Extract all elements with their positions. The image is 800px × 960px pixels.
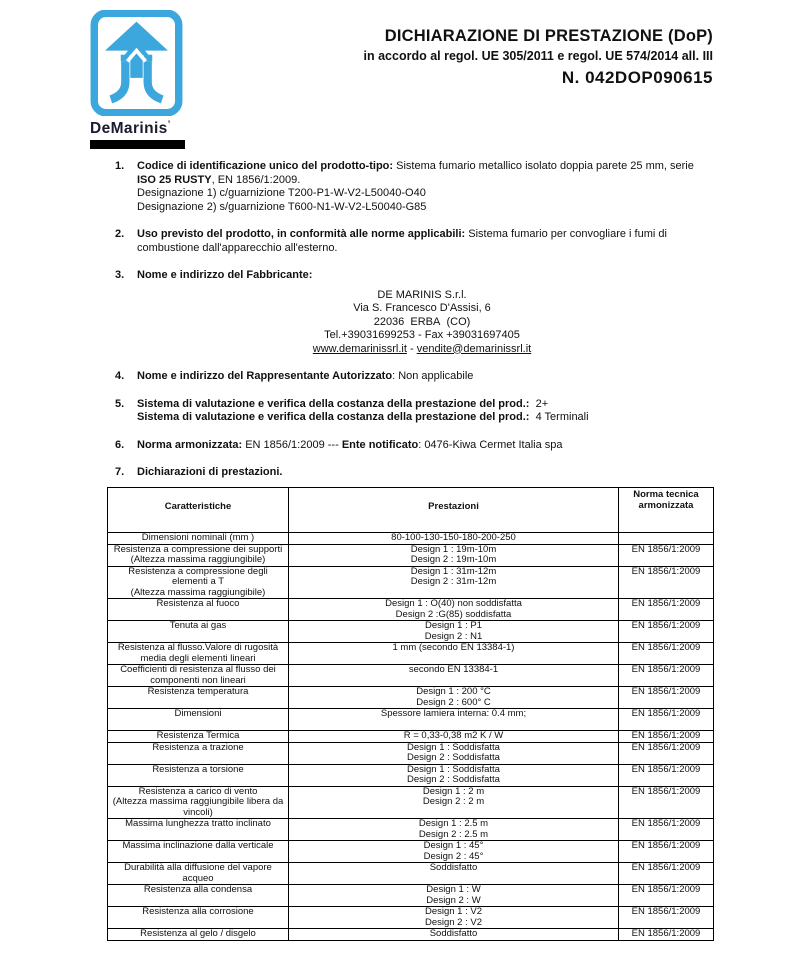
list-item-avcp-system [108, 398, 713, 425]
cell-prestazione: Soddisfatto [289, 929, 619, 941]
table-row [108, 885, 714, 907]
text-segment: Ente notificato [341, 438, 419, 451]
item-text [137, 370, 707, 384]
brand-name: DeMarinis’ [90, 119, 171, 138]
page-title: DICHIARAZIONE DI PRESTAZIONE (DoP) [384, 27, 713, 45]
item-number: 2. [115, 228, 125, 240]
designation-line: Designazione 2) s/guarnizione T600-N1-W-V2-L50040-G85 [137, 200, 427, 213]
cell-caratteristica: Massima lunghezza tratto inclinato [108, 819, 289, 841]
table-row [108, 544, 714, 566]
text-segment: Sistema fumario metallico isolato doppia parete 25 mm, serie [396, 160, 694, 172]
link[interactable]: www.demarinissrl.it [312, 342, 407, 355]
manufacturer-phone: Tel.+39031699253 - Fax +39031697405 [324, 329, 520, 341]
cell-caratteristica: Resistenza Termica [108, 731, 289, 743]
text-segment: Sistema di valutazione e verifica della costanza della prestazione del prod.: [137, 411, 530, 423]
brand-underline-bar [90, 140, 185, 149]
cell-caratteristica: Resistenza alla corrosione [108, 907, 289, 929]
text-segment: Sistema fumario per convogliare i fumi di combustione dall'apparecchio all'esterno. [137, 228, 667, 254]
text-segment: Dichiarazioni di prestazioni. [137, 466, 283, 478]
text-segment: Sistema di valutazione e verifica della costanza della prestazione del prod.: [137, 397, 530, 410]
item-number: 4. [115, 370, 125, 382]
text-segment: : Non applicabile [392, 370, 474, 382]
cell-prestazione: Design 1 : 2 m Design 2 : 2 m [289, 786, 619, 819]
list-item-intended-use [108, 228, 713, 255]
item-text [137, 228, 707, 255]
cell-caratteristica: Durabilità alla diffusione del vapore acqueo [108, 863, 289, 885]
cell-caratteristica: Resistenza alla condensa [108, 885, 289, 907]
company-logo [90, 10, 186, 149]
list-item-harmonized-standard [108, 439, 713, 453]
table-row [108, 841, 714, 863]
list-item-product-code [108, 160, 713, 214]
text-segment: Codice di identificazione unico del prodotto-tipo: [137, 160, 397, 172]
cell-norma-tecnica: EN 1856/1:2009 [619, 742, 714, 764]
cell-prestazione: 1 mm (secondo EN 13384-1) [289, 643, 619, 665]
cell-caratteristica: Resistenza al flusso.Valore di rugosità media degli elementi lineari [108, 643, 289, 665]
table-row [108, 643, 714, 665]
cell-norma-tecnica: EN 1856/1:2009 [619, 885, 714, 907]
table-row [108, 863, 714, 885]
cell-caratteristica: Coefficienti di resistenza al flusso dei componenti non lineari [108, 665, 289, 687]
cell-norma-tecnica: EN 1856/1:2009 [619, 665, 714, 687]
cell-caratteristica: Resistenza al fuoco [108, 599, 289, 621]
text-segment: : 0476-Kiwa Cermet Italia spa [418, 438, 563, 451]
cell-norma-tecnica: EN 1856/1:2009 [619, 599, 714, 621]
item-number: 6. [115, 438, 125, 451]
item-text [137, 398, 707, 412]
cell-caratteristica: Resistenza temperatura [108, 687, 289, 709]
table-row [108, 786, 714, 819]
item-number: 3. [115, 269, 125, 281]
text-segment: 2+ [529, 397, 549, 410]
cell-caratteristica: Dimensioni [108, 709, 289, 731]
table-row [108, 533, 714, 545]
cell-norma-tecnica: EN 1856/1:2009 [619, 544, 714, 566]
cell-prestazione: Design 1 : Soddisfatta Design 2 : Soddisfatta [289, 742, 619, 764]
cell-prestazione: R = 0,33-0,38 m2 K / W [289, 731, 619, 743]
cell-norma-tecnica: EN 1856/1:2009 [619, 841, 714, 863]
item-text [137, 439, 707, 453]
cell-norma-tecnica: EN 1856/1:2009 [619, 687, 714, 709]
document-header [283, 26, 713, 89]
manufacturer-name: DE MARINIS S.r.l. [377, 288, 467, 301]
text-segment: 4 Terminali [529, 411, 589, 423]
link[interactable]: vendite@demarinissrl.it [416, 342, 532, 355]
cell-caratteristica: Resistenza a torsione [108, 764, 289, 786]
cell-caratteristica: Resistenza a compressione dei supporti (Altezza massima raggiungibile) [108, 544, 289, 566]
item-text [137, 269, 707, 283]
performance-table-body [108, 533, 714, 941]
cell-caratteristica: Tenuta ai gas [108, 621, 289, 643]
item-number: 7. [115, 466, 125, 478]
cell-norma-tecnica: EN 1856/1:2009 [619, 819, 714, 841]
cell-prestazione: Design 1 : 200 °C Design 2 : 600° C [289, 687, 619, 709]
cell-caratteristica: Resistenza a compressione degli elementi a T (Altezza massima raggiungibile) [108, 566, 289, 599]
cell-norma-tecnica: EN 1856/1:2009 [619, 621, 714, 643]
table-row [108, 566, 714, 599]
column-header-prestazioni: Prestazioni [289, 488, 619, 533]
list-item-declared-performances [108, 466, 713, 480]
text-segment: Nome e indirizzo del Fabbricante: [137, 269, 313, 281]
text-segment: EN 1856/1:2009 --- [242, 438, 342, 451]
table-row [108, 929, 714, 941]
item-text [137, 466, 707, 480]
text-segment: Norma armonizzata: [137, 438, 243, 451]
cell-norma-tecnica: EN 1856/1:2009 [619, 709, 714, 731]
cell-prestazione: 80-100-130-150-180-200-250 [289, 533, 619, 545]
cell-norma-tecnica: EN 1856/1:2009 [619, 566, 714, 599]
text-segment: Uso previsto del prodotto, in conformità alle norme applicabili: [137, 228, 469, 240]
cell-norma-tecnica: EN 1856/1:2009 [619, 863, 714, 885]
table-row [108, 665, 714, 687]
cell-prestazione: Design 1 : 31m-12m Design 2 : 31m-12m [289, 566, 619, 599]
brand-mark: ’ [167, 119, 171, 129]
cell-caratteristica: Resistenza a carico di vento (Altezza massima raggiungibile libera da vincoli) [108, 786, 289, 819]
manufacturer-links [137, 343, 707, 357]
cell-prestazione: Soddisfatto [289, 863, 619, 885]
document-body [108, 160, 713, 494]
table-row [108, 687, 714, 709]
document-number: N. 042DOP090615 [561, 68, 713, 88]
cell-prestazione: Design 1 : W Design 2 : W [289, 885, 619, 907]
list-item-manufacturer [108, 269, 713, 356]
cell-prestazione: Design 1 : P1 Design 2 : N1 [289, 621, 619, 643]
cell-norma-tecnica: EN 1856/1:2009 [619, 786, 714, 819]
cell-prestazione: Design 1 : 19m-10m Design 2 : 19m-10m [289, 544, 619, 566]
designation-line: Designazione 1) c/guarnizione T200-P1-W-V2-L50040-O40 [137, 187, 426, 199]
manufacturer-city: 22036 ERBA (CO) [373, 315, 471, 328]
cell-norma-tecnica: EN 1856/1:2009 [619, 907, 714, 929]
table-row [108, 907, 714, 929]
cell-norma-tecnica: EN 1856/1:2009 [619, 764, 714, 786]
table-row [108, 599, 714, 621]
cell-norma-tecnica: EN 1856/1:2009 [619, 929, 714, 941]
table-header-row [108, 488, 714, 533]
column-header-norma-tecnica: Norma tecnica armonizzata [619, 488, 714, 533]
table-row [108, 731, 714, 743]
cell-caratteristica: Resistenza al gelo / disgelo [108, 929, 289, 941]
chimney-arrow-icon [90, 10, 183, 116]
item-number: 1. [115, 160, 125, 172]
cell-caratteristica: Resistenza a trazione [108, 742, 289, 764]
cell-prestazione: secondo EN 13384-1 [289, 665, 619, 687]
table-row [108, 819, 714, 841]
cell-prestazione: Design 1 : 2.5 m Design 2 : 2.5 m [289, 819, 619, 841]
table-row [108, 621, 714, 643]
item-text [137, 160, 707, 187]
cell-prestazione: Design 1 : O(40) non soddisfatta Design 2 :G(85) soddisfatta [289, 599, 619, 621]
item-text [137, 411, 707, 425]
item-number: 5. [115, 397, 125, 410]
text-segment: - [406, 342, 417, 355]
table-row [108, 764, 714, 786]
list-item-authorized-rep [108, 370, 713, 384]
performance-table [107, 487, 714, 941]
cell-caratteristica: Dimensioni nominali (mm ) [108, 533, 289, 545]
page-subtitle: in accordo al regol. UE 305/2011 e regol. UE 574/2014 all. III [363, 48, 713, 63]
column-header-caratteristiche: Caratteristiche [108, 488, 289, 533]
cell-prestazione: Design 1 : Soddisfatta Design 2 : Soddisfatta [289, 764, 619, 786]
text-segment: Nome e indirizzo del Rappresentante Autorizzato [137, 370, 393, 382]
cell-norma-tecnica: EN 1856/1:2009 [619, 731, 714, 743]
cell-caratteristica: Massima inclinazione dalla verticale [108, 841, 289, 863]
cell-prestazione: Design 1 : V2 Design 2 : V2 [289, 907, 619, 929]
cell-prestazione: Design 1 : 45° Design 2 : 45° [289, 841, 619, 863]
table-row [108, 709, 714, 731]
text-segment: ISO 25 RUSTY [137, 173, 212, 186]
manufacturer-street: Via S. Francesco D'Assisi, 6 [353, 302, 491, 314]
cell-norma-tecnica: EN 1856/1:2009 [619, 643, 714, 665]
text-segment: , EN 1856/1:2009. [211, 173, 301, 186]
cell-prestazione: Spessore lamiera interna: 0.4 mm; [289, 709, 619, 731]
cell-norma-tecnica [619, 533, 714, 545]
table-row [108, 742, 714, 764]
